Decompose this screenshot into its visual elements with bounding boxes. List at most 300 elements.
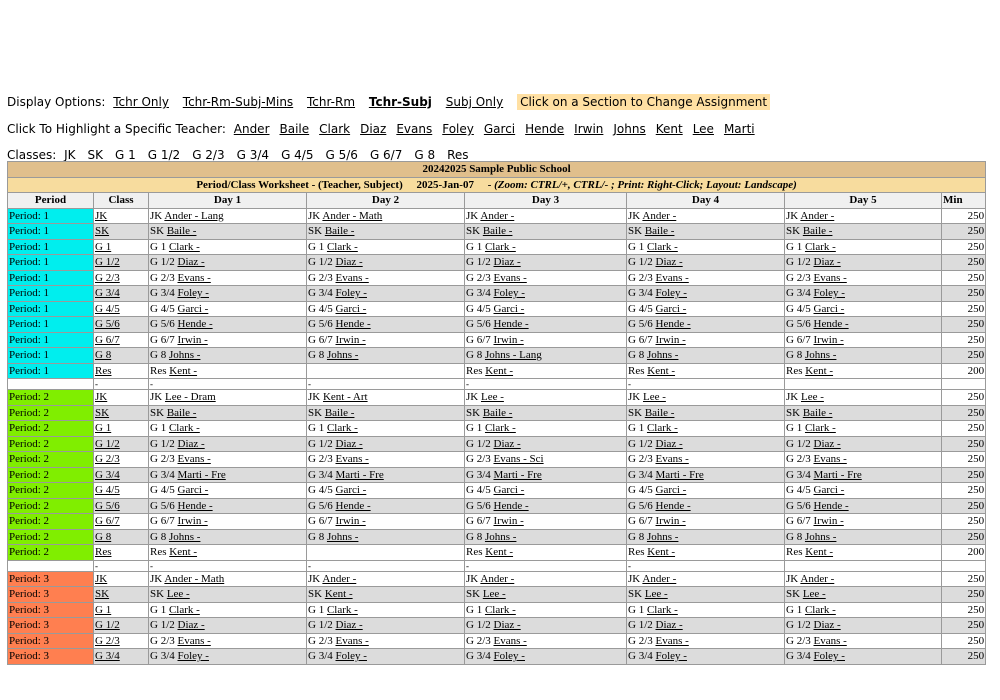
section-assignment-link[interactable]: Kent - Art — [322, 391, 368, 404]
class-link[interactable]: G 1 — [95, 422, 112, 435]
day-2-cell[interactable] — [307, 436, 465, 452]
section-assignment-link[interactable]: Evans - — [493, 634, 527, 647]
day-5-cell[interactable] — [785, 421, 942, 437]
section-assignment-link[interactable]: Diaz - — [813, 256, 841, 269]
class-link[interactable]: G 8 — [95, 530, 112, 543]
day-4-cell[interactable] — [627, 618, 785, 634]
section-assignment-link[interactable]: Garci - — [813, 302, 845, 315]
section-assignment-link[interactable]: Foley - — [655, 287, 687, 300]
highlight-teacher-diaz[interactable]: Diaz — [360, 122, 387, 136]
day-2-cell[interactable] — [307, 286, 465, 302]
day-4-cell[interactable] — [627, 301, 785, 317]
section-assignment-link[interactable]: Foley - — [813, 287, 845, 300]
day-4-cell[interactable] — [627, 514, 785, 530]
day-2-cell[interactable] — [307, 317, 465, 333]
section-assignment-link[interactable]: Baile - — [802, 406, 833, 419]
class-link[interactable]: G 1 — [95, 603, 112, 616]
section-assignment-link[interactable]: Clark - — [484, 240, 516, 253]
section-assignment-link[interactable]: Hende - — [655, 318, 691, 331]
day-1-cell[interactable] — [149, 405, 307, 421]
section-assignment-link[interactable]: Kent - — [805, 364, 834, 377]
day-5-cell[interactable] — [785, 483, 942, 499]
day-4-cell[interactable] — [627, 405, 785, 421]
day-4-cell[interactable] — [627, 208, 785, 224]
section-assignment-link[interactable]: Ander - — [800, 209, 835, 222]
day-5-cell[interactable] — [785, 239, 942, 255]
section-assignment-link[interactable]: Lee - — [482, 588, 506, 601]
section-assignment-link[interactable]: Diaz - — [813, 437, 841, 450]
highlight-teacher-foley[interactable]: Foley — [442, 122, 474, 136]
highlight-teacher-clark[interactable]: Clark — [319, 122, 351, 136]
section-assignment-link[interactable]: Foley - — [177, 287, 209, 300]
day-1-cell[interactable] — [149, 467, 307, 483]
section-assignment-link[interactable]: Evans - — [177, 271, 211, 284]
day-3-cell[interactable] — [465, 633, 627, 649]
day-2-cell[interactable] — [307, 363, 465, 379]
section-assignment-link[interactable]: Clark - — [804, 422, 836, 435]
day-3-cell[interactable] — [465, 529, 627, 545]
day-2-cell[interactable] — [307, 390, 465, 406]
section-assignment-link[interactable]: Hende - — [335, 318, 371, 331]
class-link[interactable]: G 3/4 — [95, 650, 120, 663]
section-assignment-link[interactable]: Clark - — [168, 422, 200, 435]
section-assignment-link[interactable]: Clark - — [646, 240, 678, 253]
section-assignment-link[interactable]: Kent - — [647, 364, 676, 377]
day-5-cell[interactable] — [785, 255, 942, 271]
section-assignment-link[interactable]: Baile - — [166, 225, 197, 238]
day-5-cell[interactable] — [785, 498, 942, 514]
section-assignment-link[interactable]: Garci - — [493, 302, 525, 315]
day-1-cell[interactable] — [149, 452, 307, 468]
day-5-cell[interactable] — [785, 633, 942, 649]
section-assignment-link[interactable]: Foley - — [335, 650, 367, 663]
section-assignment-link[interactable]: Johns - — [646, 530, 679, 543]
class-link[interactable]: SK — [95, 406, 110, 419]
section-assignment-link[interactable]: Clark - — [326, 603, 358, 616]
day-2-cell[interactable] — [307, 332, 465, 348]
day-2-cell[interactable] — [307, 239, 465, 255]
day-3-cell[interactable] — [465, 587, 627, 603]
day-3-cell[interactable] — [465, 270, 627, 286]
section-assignment-link[interactable]: Johns - — [326, 349, 359, 362]
day-4-cell[interactable] — [627, 348, 785, 364]
section-assignment-link[interactable]: Ander - Math — [164, 572, 225, 585]
section-assignment-link[interactable]: Clark - — [484, 422, 516, 435]
day-1-cell[interactable] — [149, 286, 307, 302]
day-2-cell[interactable] — [307, 255, 465, 271]
day-4-cell[interactable] — [627, 436, 785, 452]
day-3-cell[interactable] — [465, 363, 627, 379]
section-assignment-link[interactable]: Foley - — [177, 650, 209, 663]
section-assignment-link[interactable]: Johns - — [168, 530, 201, 543]
section-assignment-link[interactable]: Lee - — [800, 391, 824, 404]
class-link[interactable]: Res — [95, 546, 112, 559]
section-assignment-link[interactable]: Evans - — [655, 453, 689, 466]
section-assignment-link[interactable]: Baile - — [644, 225, 675, 238]
section-assignment-link[interactable]: Diaz - — [177, 619, 205, 632]
day-2-cell[interactable] — [307, 498, 465, 514]
section-assignment-link[interactable]: Hende - — [813, 318, 849, 331]
section-assignment-link[interactable]: Hende - — [335, 499, 371, 512]
day-5-cell[interactable] — [785, 405, 942, 421]
highlight-teacher-evans[interactable]: Evans — [396, 122, 433, 136]
day-1-cell[interactable] — [149, 224, 307, 240]
day-2-cell[interactable] — [307, 224, 465, 240]
class-link[interactable]: G 4/5 — [95, 302, 120, 315]
section-assignment-link[interactable]: Evans - — [813, 271, 847, 284]
day-3-cell[interactable] — [465, 405, 627, 421]
day-5-cell[interactable] — [785, 317, 942, 333]
section-assignment-link[interactable]: Irwin - — [813, 515, 844, 528]
class-link[interactable]: G 5/6 — [95, 318, 120, 331]
section-assignment-link[interactable]: Diaz - — [335, 437, 363, 450]
day-2-cell[interactable] — [307, 452, 465, 468]
highlight-teacher-baile[interactable]: Baile — [279, 122, 310, 136]
day-2-cell[interactable] — [307, 405, 465, 421]
option-tchr-only[interactable]: Tchr Only — [113, 95, 169, 109]
day-1-cell[interactable] — [149, 239, 307, 255]
section-assignment-link[interactable]: Diaz - — [813, 619, 841, 632]
day-5-cell[interactable] — [785, 224, 942, 240]
day-1-cell[interactable] — [149, 529, 307, 545]
section-assignment-link[interactable]: Johns - — [326, 530, 359, 543]
section-assignment-link[interactable]: Marti - Fre — [493, 468, 542, 481]
section-assignment-link[interactable]: Kent - — [324, 588, 353, 601]
day-1-cell[interactable] — [149, 571, 307, 587]
section-assignment-link[interactable]: Johns - Lang — [484, 349, 542, 362]
section-assignment-link[interactable]: Clark - — [646, 603, 678, 616]
section-assignment-link[interactable]: Kent - — [485, 364, 514, 377]
day-3-cell[interactable] — [465, 317, 627, 333]
day-1-cell[interactable] — [149, 208, 307, 224]
section-assignment-link[interactable]: Baile - — [644, 406, 675, 419]
day-3-cell[interactable] — [465, 618, 627, 634]
day-4-cell[interactable] — [627, 239, 785, 255]
day-3-cell[interactable] — [465, 255, 627, 271]
section-assignment-link[interactable]: Hende - — [177, 318, 213, 331]
section-assignment-link[interactable]: Kent - — [485, 546, 514, 559]
section-assignment-link[interactable]: Kent - — [805, 546, 834, 559]
highlight-teacher-hende[interactable]: Hende — [525, 122, 565, 136]
day-4-cell[interactable] — [627, 649, 785, 665]
day-4-cell[interactable] — [627, 224, 785, 240]
day-1-cell[interactable] — [149, 301, 307, 317]
section-assignment-link[interactable]: Baile - — [324, 225, 355, 238]
highlight-teacher-johns[interactable]: Johns — [613, 122, 646, 136]
class-link[interactable]: G 3/4 — [95, 287, 120, 300]
section-assignment-link[interactable]: Diaz - — [493, 437, 521, 450]
section-assignment-link[interactable]: Hende - — [493, 499, 529, 512]
section-assignment-link[interactable]: Hende - — [493, 318, 529, 331]
section-assignment-link[interactable]: Evans - — [813, 453, 847, 466]
section-assignment-link[interactable]: Diaz - — [177, 256, 205, 269]
day-1-cell[interactable] — [149, 421, 307, 437]
day-5-cell[interactable] — [785, 618, 942, 634]
class-link[interactable]: SK — [95, 588, 110, 601]
section-assignment-link[interactable]: Diaz - — [177, 437, 205, 450]
section-assignment-link[interactable]: Baile - — [482, 225, 513, 238]
option-tchr-rm-subj-mins[interactable]: Tchr-Rm-Subj-Mins — [182, 95, 294, 109]
day-3-cell[interactable] — [465, 545, 627, 561]
class-link[interactable]: G 1/2 — [95, 256, 120, 269]
section-assignment-link[interactable]: Kent - — [647, 546, 676, 559]
section-assignment-link[interactable]: Garci - — [655, 302, 687, 315]
class-link[interactable]: JK — [95, 572, 108, 585]
section-assignment-link[interactable]: Diaz - — [655, 256, 683, 269]
section-assignment-link[interactable]: Evans - — [335, 453, 369, 466]
day-2-cell[interactable] — [307, 545, 465, 561]
day-1-cell[interactable] — [149, 255, 307, 271]
section-assignment-link[interactable]: Lee - — [166, 588, 190, 601]
section-assignment-link[interactable]: Evans - — [177, 453, 211, 466]
day-4-cell[interactable] — [627, 270, 785, 286]
day-5-cell[interactable] — [785, 529, 942, 545]
day-2-cell[interactable] — [307, 587, 465, 603]
section-assignment-link[interactable]: Foley - — [493, 287, 525, 300]
day-1-cell[interactable] — [149, 436, 307, 452]
section-assignment-link[interactable]: Marti - Fre — [177, 468, 226, 481]
day-1-cell[interactable] — [149, 498, 307, 514]
day-2-cell[interactable] — [307, 208, 465, 224]
class-link[interactable]: G 4/5 — [95, 484, 120, 497]
day-5-cell[interactable] — [785, 436, 942, 452]
day-5-cell[interactable] — [785, 649, 942, 665]
day-4-cell[interactable] — [627, 483, 785, 499]
class-link[interactable]: G 2/3 — [95, 634, 120, 647]
section-assignment-link[interactable]: Ander - — [322, 572, 357, 585]
section-assignment-link[interactable]: Diaz - — [335, 619, 363, 632]
day-1-cell[interactable] — [149, 545, 307, 561]
section-assignment-link[interactable]: Garci - — [813, 484, 845, 497]
day-5-cell[interactable] — [785, 208, 942, 224]
class-link[interactable]: G 3/4 — [95, 468, 120, 481]
section-assignment-link[interactable]: Irwin - — [335, 515, 366, 528]
class-link[interactable]: G 1 — [95, 240, 112, 253]
day-5-cell[interactable] — [785, 545, 942, 561]
day-2-cell[interactable] — [307, 633, 465, 649]
section-assignment-link[interactable]: Hende - — [177, 499, 213, 512]
section-assignment-link[interactable]: Johns - — [484, 530, 517, 543]
section-assignment-link[interactable]: Clark - — [168, 240, 200, 253]
day-4-cell[interactable] — [627, 421, 785, 437]
section-assignment-link[interactable]: Diaz - — [335, 256, 363, 269]
section-assignment-link[interactable]: Evans - — [655, 271, 689, 284]
section-assignment-link[interactable]: Diaz - — [655, 619, 683, 632]
day-2-cell[interactable] — [307, 618, 465, 634]
day-1-cell[interactable] — [149, 363, 307, 379]
day-2-cell[interactable] — [307, 301, 465, 317]
day-3-cell[interactable] — [465, 649, 627, 665]
section-assignment-link[interactable]: Diaz - — [493, 256, 521, 269]
class-link[interactable]: G 6/7 — [95, 515, 120, 528]
section-assignment-link[interactable]: Johns - — [804, 530, 837, 543]
section-assignment-link[interactable]: Irwin - — [813, 333, 844, 346]
section-assignment-link[interactable]: Ander - — [480, 209, 515, 222]
section-assignment-link[interactable]: Garci - — [177, 302, 209, 315]
day-2-cell[interactable] — [307, 529, 465, 545]
day-1-cell[interactable] — [149, 649, 307, 665]
section-assignment-link[interactable]: Clark - — [484, 603, 516, 616]
section-assignment-link[interactable]: Clark - — [804, 603, 836, 616]
day-5-cell[interactable] — [785, 452, 942, 468]
section-assignment-link[interactable]: Garci - — [335, 484, 367, 497]
section-assignment-link[interactable]: Irwin - — [655, 333, 686, 346]
section-assignment-link[interactable]: Ander - — [480, 572, 515, 585]
section-assignment-link[interactable]: Johns - — [804, 349, 837, 362]
section-assignment-link[interactable]: Diaz - — [493, 619, 521, 632]
section-assignment-link[interactable]: Ander - Math — [322, 209, 383, 222]
section-assignment-link[interactable]: Garci - — [335, 302, 367, 315]
section-assignment-link[interactable]: Irwin - — [177, 515, 208, 528]
section-assignment-link[interactable]: Irwin - — [177, 333, 208, 346]
section-assignment-link[interactable]: Baile - — [802, 225, 833, 238]
class-link[interactable]: G 8 — [95, 349, 112, 362]
day-3-cell[interactable] — [465, 436, 627, 452]
option-subj-only[interactable]: Subj Only — [445, 95, 504, 109]
day-5-cell[interactable] — [785, 571, 942, 587]
day-1-cell[interactable] — [149, 348, 307, 364]
section-assignment-link[interactable]: Ander - — [642, 572, 677, 585]
class-link[interactable]: SK — [95, 225, 110, 238]
section-assignment-link[interactable]: Lee - — [642, 391, 666, 404]
day-2-cell[interactable] — [307, 421, 465, 437]
section-assignment-link[interactable]: Garci - — [493, 484, 525, 497]
section-assignment-link[interactable]: Evans - — [655, 634, 689, 647]
section-assignment-link[interactable]: Diaz - — [655, 437, 683, 450]
day-1-cell[interactable] — [149, 332, 307, 348]
section-assignment-link[interactable]: Foley - — [335, 287, 367, 300]
day-5-cell[interactable] — [785, 286, 942, 302]
day-1-cell[interactable] — [149, 514, 307, 530]
day-4-cell[interactable] — [627, 602, 785, 618]
day-1-cell[interactable] — [149, 602, 307, 618]
section-assignment-link[interactable]: Garci - — [177, 484, 209, 497]
day-4-cell[interactable] — [627, 587, 785, 603]
class-link[interactable]: G 2/3 — [95, 453, 120, 466]
section-assignment-link[interactable]: Evans - — [813, 634, 847, 647]
day-3-cell[interactable] — [465, 483, 627, 499]
day-5-cell[interactable] — [785, 390, 942, 406]
section-assignment-link[interactable]: Baile - — [482, 406, 513, 419]
section-assignment-link[interactable]: Baile - — [324, 406, 355, 419]
section-assignment-link[interactable]: Evans - Sci — [493, 453, 544, 466]
section-assignment-link[interactable]: Evans - — [177, 634, 211, 647]
day-3-cell[interactable] — [465, 390, 627, 406]
day-3-cell[interactable] — [465, 467, 627, 483]
class-link[interactable]: G 6/7 — [95, 333, 120, 346]
day-3-cell[interactable] — [465, 239, 627, 255]
highlight-teacher-irwin[interactable]: Irwin — [574, 122, 604, 136]
day-3-cell[interactable] — [465, 514, 627, 530]
section-assignment-link[interactable]: Garci - — [655, 484, 687, 497]
section-assignment-link[interactable]: Clark - — [804, 240, 836, 253]
class-link[interactable]: G 5/6 — [95, 499, 120, 512]
section-assignment-link[interactable]: Ander - — [642, 209, 677, 222]
section-assignment-link[interactable]: Evans - — [335, 634, 369, 647]
day-5-cell[interactable] — [785, 514, 942, 530]
day-2-cell[interactable] — [307, 649, 465, 665]
day-5-cell[interactable] — [785, 587, 942, 603]
highlight-teacher-marti[interactable]: Marti — [723, 122, 755, 136]
day-3-cell[interactable] — [465, 421, 627, 437]
section-assignment-link[interactable]: Marti - Fre — [655, 468, 704, 481]
day-4-cell[interactable] — [627, 545, 785, 561]
day-4-cell[interactable] — [627, 467, 785, 483]
day-1-cell[interactable] — [149, 483, 307, 499]
day-4-cell[interactable] — [627, 390, 785, 406]
section-assignment-link[interactable]: Kent - — [169, 364, 198, 377]
day-2-cell[interactable] — [307, 483, 465, 499]
section-assignment-link[interactable]: Hende - — [813, 499, 849, 512]
day-5-cell[interactable] — [785, 467, 942, 483]
day-4-cell[interactable] — [627, 452, 785, 468]
day-2-cell[interactable] — [307, 270, 465, 286]
section-assignment-link[interactable]: Marti - Fre — [335, 468, 384, 481]
day-2-cell[interactable] — [307, 602, 465, 618]
day-2-cell[interactable] — [307, 348, 465, 364]
day-2-cell[interactable] — [307, 514, 465, 530]
day-1-cell[interactable] — [149, 587, 307, 603]
option-tchr-rm[interactable]: Tchr-Rm — [307, 95, 356, 109]
highlight-teacher-garci[interactable]: Garci — [483, 122, 516, 136]
day-1-cell[interactable] — [149, 270, 307, 286]
day-4-cell[interactable] — [627, 317, 785, 333]
day-4-cell[interactable] — [627, 363, 785, 379]
section-assignment-link[interactable]: Johns - — [646, 349, 679, 362]
day-3-cell[interactable] — [465, 332, 627, 348]
section-assignment-link[interactable]: Ander - — [800, 572, 835, 585]
section-assignment-link[interactable]: Johns - — [168, 349, 201, 362]
section-assignment-link[interactable]: Clark - — [326, 240, 358, 253]
day-4-cell[interactable] — [627, 286, 785, 302]
class-link[interactable]: JK — [95, 209, 108, 222]
day-3-cell[interactable] — [465, 571, 627, 587]
class-link[interactable]: Res — [95, 364, 112, 377]
day-5-cell[interactable] — [785, 332, 942, 348]
day-5-cell[interactable] — [785, 602, 942, 618]
section-assignment-link[interactable]: Evans - — [493, 271, 527, 284]
section-assignment-link[interactable]: Baile - — [166, 406, 197, 419]
day-3-cell[interactable] — [465, 348, 627, 364]
day-1-cell[interactable] — [149, 633, 307, 649]
day-4-cell[interactable] — [627, 332, 785, 348]
section-assignment-link[interactable]: Clark - — [168, 603, 200, 616]
day-4-cell[interactable] — [627, 633, 785, 649]
section-assignment-link[interactable]: Lee - — [802, 588, 826, 601]
day-4-cell[interactable] — [627, 255, 785, 271]
day-3-cell[interactable] — [465, 452, 627, 468]
section-assignment-link[interactable]: Foley - — [655, 650, 687, 663]
class-link[interactable]: G 1/2 — [95, 437, 120, 450]
day-5-cell[interactable] — [785, 270, 942, 286]
day-3-cell[interactable] — [465, 498, 627, 514]
section-assignment-link[interactable]: Lee - Dram — [164, 391, 216, 404]
section-assignment-link[interactable]: Irwin - — [493, 515, 524, 528]
day-5-cell[interactable] — [785, 348, 942, 364]
section-assignment-link[interactable]: Kent - — [169, 546, 198, 559]
day-1-cell[interactable] — [149, 390, 307, 406]
day-3-cell[interactable] — [465, 286, 627, 302]
section-assignment-link[interactable]: Irwin - — [655, 515, 686, 528]
option-tchr-subj[interactable]: Tchr-Subj — [368, 95, 432, 109]
section-assignment-link[interactable]: Marti - Fre — [813, 468, 862, 481]
day-1-cell[interactable] — [149, 618, 307, 634]
section-assignment-link[interactable]: Lee - — [480, 391, 504, 404]
day-3-cell[interactable] — [465, 602, 627, 618]
day-2-cell[interactable] — [307, 571, 465, 587]
highlight-teacher-ander[interactable]: Ander — [233, 122, 270, 136]
day-5-cell[interactable] — [785, 301, 942, 317]
